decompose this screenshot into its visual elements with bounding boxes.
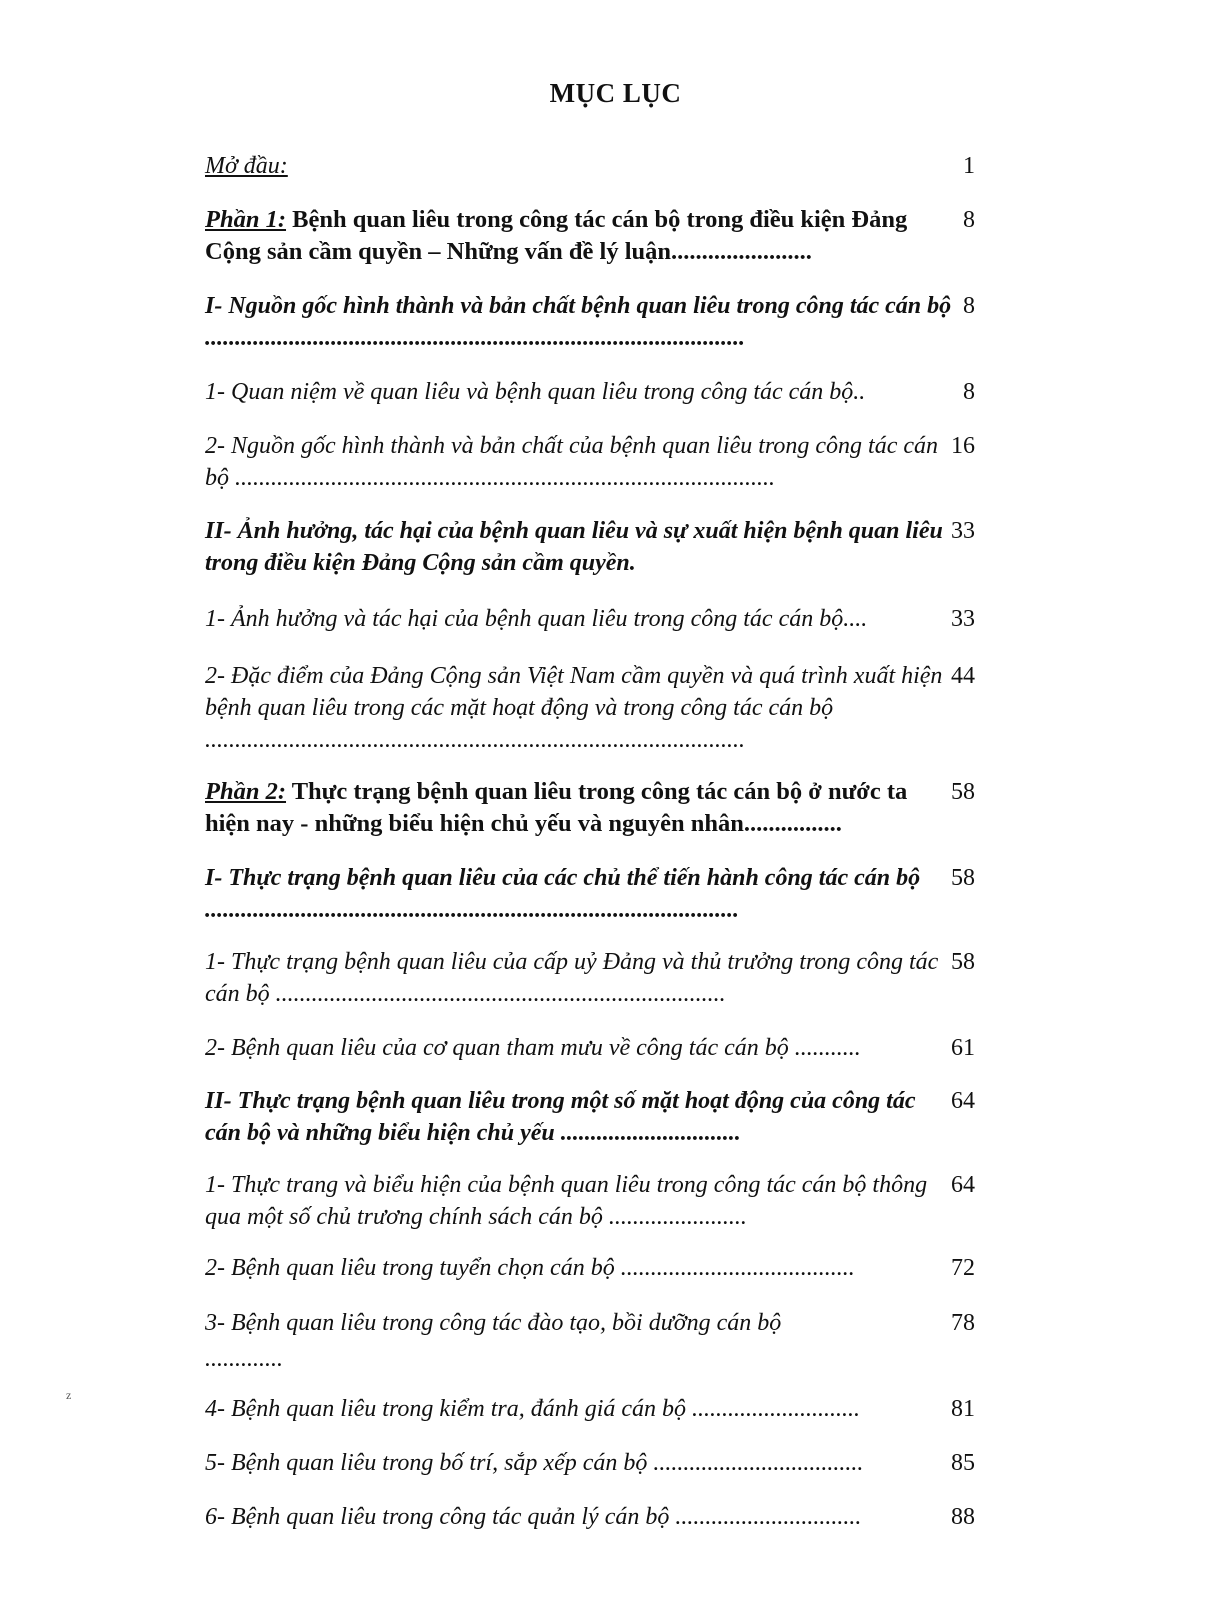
toc-page-number: 33 xyxy=(951,606,975,632)
toc-title: 1- Ảnh hưởng và tác hại của bệnh quan liêu trong công tác cán bộ.... xyxy=(205,606,868,632)
toc-title: Thực trạng bệnh quan liêu trong công tác cán bộ ở nước ta hiện nay - những biểu hiện chủ yếu và nguyên nhân................ xyxy=(205,778,908,837)
toc-label: Mở đầu: xyxy=(205,153,288,179)
margin-mark: z xyxy=(66,1388,72,1402)
toc-title: 1- Thực trang và biểu hiện của bệnh quan liêu trong công tác cán bộ thông qua một số chủ trương chính sách cán bộ ....................... xyxy=(205,1172,928,1230)
toc-label: Phần 2: xyxy=(205,778,287,805)
toc-page-number: 8 xyxy=(963,207,975,233)
toc-title: 6- Bệnh quan liêu trong công tác quản lý cán bộ ............................... xyxy=(205,1504,862,1530)
toc-page-number: 8 xyxy=(963,293,975,319)
toc-page-number: 8 xyxy=(963,379,975,405)
toc-page-number: 58 xyxy=(951,779,975,805)
toc-page-number: 78 xyxy=(951,1310,975,1336)
toc-page-number: 64 xyxy=(951,1172,975,1198)
toc-title: 2- Bệnh quan liêu của cơ quan tham mưu về công tác cán bộ ........... xyxy=(205,1035,861,1061)
toc-title: 2- Nguồn gốc hình thành và bản chất của bệnh quan liêu trong công tác cán bộ .......................................................................................... xyxy=(205,433,938,491)
toc-title: I- Nguồn gốc hình thành và bản chất bệnh quan liêu trong công tác cán bộ .......................................................................................... xyxy=(205,293,952,351)
toc-title: II- Thực trạng bệnh quan liêu trong một số mặt hoạt động của công tác cán bộ và những biểu hiện chủ yếu .............................. xyxy=(205,1088,916,1146)
toc-title: 2- Bệnh quan liêu trong tuyển chọn cán bộ ....................................... xyxy=(205,1255,855,1281)
toc-title: 2- Đặc điểm của Đảng Cộng sản Việt Nam cầm quyền và quá trình xuất hiện bệnh quan liêu trong các mặt hoạt động và trong công tác cán bộ .......................................................................................... xyxy=(205,663,943,753)
toc-page-number: 33 xyxy=(951,518,975,544)
toc-page-number: 85 xyxy=(951,1450,975,1476)
toc-title: Bệnh quan liêu trong công tác cán bộ trong điều kiện Đảng Cộng sản cầm quyền – Những vấn đề lý luận....................... xyxy=(205,206,908,265)
toc-page-number: 58 xyxy=(951,865,975,891)
toc-page-number: 81 xyxy=(951,1396,975,1422)
toc-page-number: 44 xyxy=(951,663,975,689)
toc-title: 1- Quan niệm về quan liêu và bệnh quan liêu trong công tác cán bộ.. xyxy=(205,379,866,405)
toc-page-number: 88 xyxy=(951,1504,975,1530)
toc-page-number: 61 xyxy=(951,1035,975,1061)
page-title: MỤC LỤC xyxy=(549,78,682,108)
toc-leader-dots: ............. xyxy=(205,1346,283,1372)
toc-page-number: 64 xyxy=(951,1088,975,1114)
toc-label: Phần 1: xyxy=(205,206,287,233)
toc-page-number: 1 xyxy=(963,153,975,179)
toc-title: 5- Bệnh quan liêu trong bố trí, sắp xếp cán bộ ................................... xyxy=(205,1450,864,1476)
toc-title: 4- Bệnh quan liêu trong kiểm tra, đánh giá cán bộ ............................ xyxy=(205,1396,861,1422)
toc-page-number: 16 xyxy=(951,433,975,459)
toc-title: I- Thực trạng bệnh quan liêu của các chủ thể tiến hành công tác cán bộ ......................................................................................... xyxy=(205,865,921,923)
toc-title: II- Ảnh hưởng, tác hại của bệnh quan liêu và sự xuất hiện bệnh quan liêu trong điều kiện Đảng Cộng sản cầm quyền. xyxy=(205,518,943,576)
toc-title: 3- Bệnh quan liêu trong công tác đào tạo, bồi dưỡng cán bộ xyxy=(205,1310,782,1336)
toc-page-number: 58 xyxy=(951,949,975,975)
toc-title: 1- Thực trạng bệnh quan liêu của cấp uỷ Đảng và thủ trưởng trong công tác cán bộ ........................................................................... xyxy=(205,949,939,1007)
toc-page-number: 72 xyxy=(951,1255,975,1281)
